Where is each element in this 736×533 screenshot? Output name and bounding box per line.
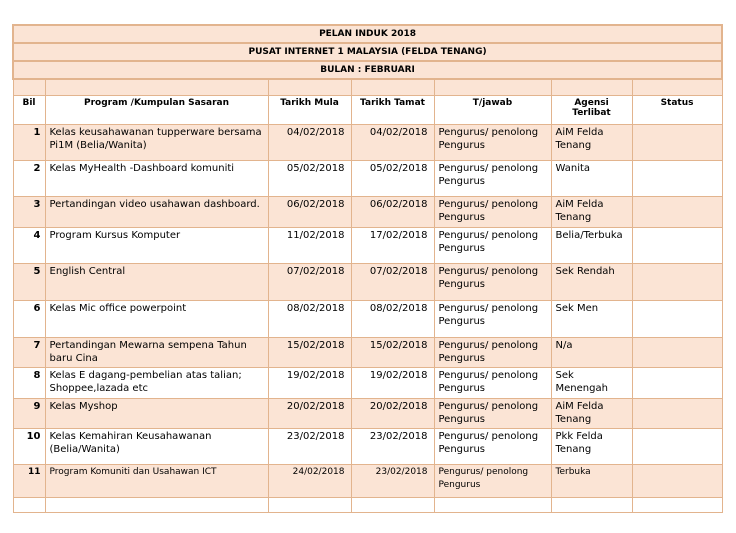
start-date-cell: 04/02/2018: [268, 125, 351, 161]
end-date-cell: 07/02/2018: [351, 264, 434, 301]
start-date-cell: 07/02/2018: [268, 264, 351, 301]
empty-cell: [551, 498, 632, 513]
blank-row: [13, 79, 722, 96]
row-number: 11: [13, 465, 45, 498]
status-cell: [632, 125, 722, 161]
program-cell: Kelas MyHealth -Dashboard komuniti: [45, 161, 268, 197]
row-number: 6: [13, 301, 45, 338]
plan-table: [12, 24, 723, 513]
header-program: Program /Kumpulan Sasaran: [45, 96, 268, 125]
row-number: 9: [13, 399, 45, 429]
status-cell: [632, 338, 722, 368]
agency-cell: AiM Felda Tenang: [551, 125, 632, 161]
row-number: 5: [13, 264, 45, 301]
status-cell: [632, 228, 722, 264]
agency-cell: Belia/Terbuka: [551, 228, 632, 264]
end-date-cell: 08/02/2018: [351, 301, 434, 338]
agency-cell: Sek Rendah: [551, 264, 632, 301]
status-cell: [632, 161, 722, 197]
end-date-cell: 05/02/2018: [351, 161, 434, 197]
empty-cell: [13, 498, 45, 513]
agency-cell: Terbuka: [551, 465, 632, 498]
empty-cell: [45, 498, 268, 513]
header-end-date: Tarikh Tamat: [351, 96, 434, 125]
center-name: PUSAT INTERNET 1 MALAYSIA (FELDA TENANG): [13, 43, 722, 61]
row-number: 2: [13, 161, 45, 197]
table-row: [13, 338, 722, 368]
status-cell: [632, 399, 722, 429]
table-row: [13, 125, 722, 161]
row-number: 3: [13, 197, 45, 228]
column-header-row: [13, 96, 722, 125]
header-bil: Bil: [13, 96, 45, 125]
status-cell: [632, 264, 722, 301]
program-cell: Kelas Myshop: [45, 399, 268, 429]
agency-cell: N/a: [551, 338, 632, 368]
document-title: PELAN INDUK 2018: [13, 25, 722, 43]
program-cell: Pertandingan Mewarna sempena Tahun baru Cina: [45, 338, 268, 368]
agency-cell: Sek Men: [551, 301, 632, 338]
empty-cell: [632, 498, 722, 513]
status-cell: [632, 197, 722, 228]
header-agency: Agensi Terlibat: [551, 96, 632, 125]
program-cell: Program Komuniti dan Usahawan ICT: [45, 465, 268, 498]
end-date-cell: 23/02/2018: [351, 429, 434, 465]
row-number: 7: [13, 338, 45, 368]
person-in-charge-cell: Pengurus/ penolong Pengurus: [434, 429, 551, 465]
master-plan-document: [12, 24, 721, 513]
end-date-cell: 20/02/2018: [351, 399, 434, 429]
person-in-charge-cell: Pengurus/ penolong Pengurus: [434, 125, 551, 161]
program-cell: Kelas Mic office powerpoint: [45, 301, 268, 338]
row-number: 10: [13, 429, 45, 465]
table-row: [13, 399, 722, 429]
start-date-cell: 24/02/2018: [268, 465, 351, 498]
end-date-cell: 04/02/2018: [351, 125, 434, 161]
agency-cell: AiM Felda Tenang: [551, 197, 632, 228]
table-row: [13, 197, 722, 228]
agency-cell: Wanita: [551, 161, 632, 197]
header-start-date: Tarikh Mula: [268, 96, 351, 125]
person-in-charge-cell: Pengurus/ penolong Pengurus: [434, 161, 551, 197]
month-label: BULAN : FEBRUARI: [13, 61, 722, 79]
table-row: [13, 161, 722, 197]
header-status: Status: [632, 96, 722, 125]
end-date-cell: 06/02/2018: [351, 197, 434, 228]
start-date-cell: 23/02/2018: [268, 429, 351, 465]
empty-cell: [351, 498, 434, 513]
table-row: [13, 264, 722, 301]
row-number: 4: [13, 228, 45, 264]
empty-cell: [434, 498, 551, 513]
program-cell: Kelas keusahawanan tupperware bersama Pi1M (Belia/Wanita): [45, 125, 268, 161]
end-date-cell: 15/02/2018: [351, 338, 434, 368]
program-cell: Kelas E dagang-pembelian atas talian; Shoppee,lazada etc: [45, 368, 268, 399]
agency-cell: AiM Felda Tenang: [551, 399, 632, 429]
table-row: [13, 429, 722, 465]
end-date-cell: 17/02/2018: [351, 228, 434, 264]
start-date-cell: 08/02/2018: [268, 301, 351, 338]
status-cell: [632, 301, 722, 338]
person-in-charge-cell: Pengurus/ penolong Pengurus: [434, 338, 551, 368]
end-date-cell: 19/02/2018: [351, 368, 434, 399]
start-date-cell: 05/02/2018: [268, 161, 351, 197]
table-row: [13, 465, 722, 498]
person-in-charge-cell: Pengurus/ penolong Pengurus: [434, 301, 551, 338]
start-date-cell: 06/02/2018: [268, 197, 351, 228]
row-number: 8: [13, 368, 45, 399]
person-in-charge-cell: Pengurus/ penolong Pengurus: [434, 197, 551, 228]
header-person-in-charge: T/jawab: [434, 96, 551, 125]
empty-cell: [268, 498, 351, 513]
agency-cell: Pkk Felda Tenang: [551, 429, 632, 465]
person-in-charge-cell: Pengurus/ penolong Pengurus: [434, 399, 551, 429]
empty-row: [13, 498, 722, 513]
person-in-charge-cell: Pengurus/ penolong Pengurus: [434, 228, 551, 264]
start-date-cell: 19/02/2018: [268, 368, 351, 399]
status-cell: [632, 429, 722, 465]
table-row: [13, 368, 722, 399]
start-date-cell: 15/02/2018: [268, 338, 351, 368]
start-date-cell: 20/02/2018: [268, 399, 351, 429]
person-in-charge-cell: Pengurus/ penolong Pengurus: [434, 264, 551, 301]
start-date-cell: 11/02/2018: [268, 228, 351, 264]
status-cell: [632, 368, 722, 399]
agency-cell: Sek Menengah: [551, 368, 632, 399]
table-row: [13, 228, 722, 264]
program-cell: Pertandingan video usahawan dashboard.: [45, 197, 268, 228]
program-cell: English Central: [45, 264, 268, 301]
person-in-charge-cell: Pengurus/ penolong Pengurus: [434, 465, 551, 498]
row-number: 1: [13, 125, 45, 161]
program-cell: Kelas Kemahiran Keusahawanan (Belia/Wanita): [45, 429, 268, 465]
end-date-cell: 23/02/2018: [351, 465, 434, 498]
table-row: [13, 301, 722, 338]
status-cell: [632, 465, 722, 498]
program-cell: Program Kursus Komputer: [45, 228, 268, 264]
person-in-charge-cell: Pengurus/ penolong Pengurus: [434, 368, 551, 399]
